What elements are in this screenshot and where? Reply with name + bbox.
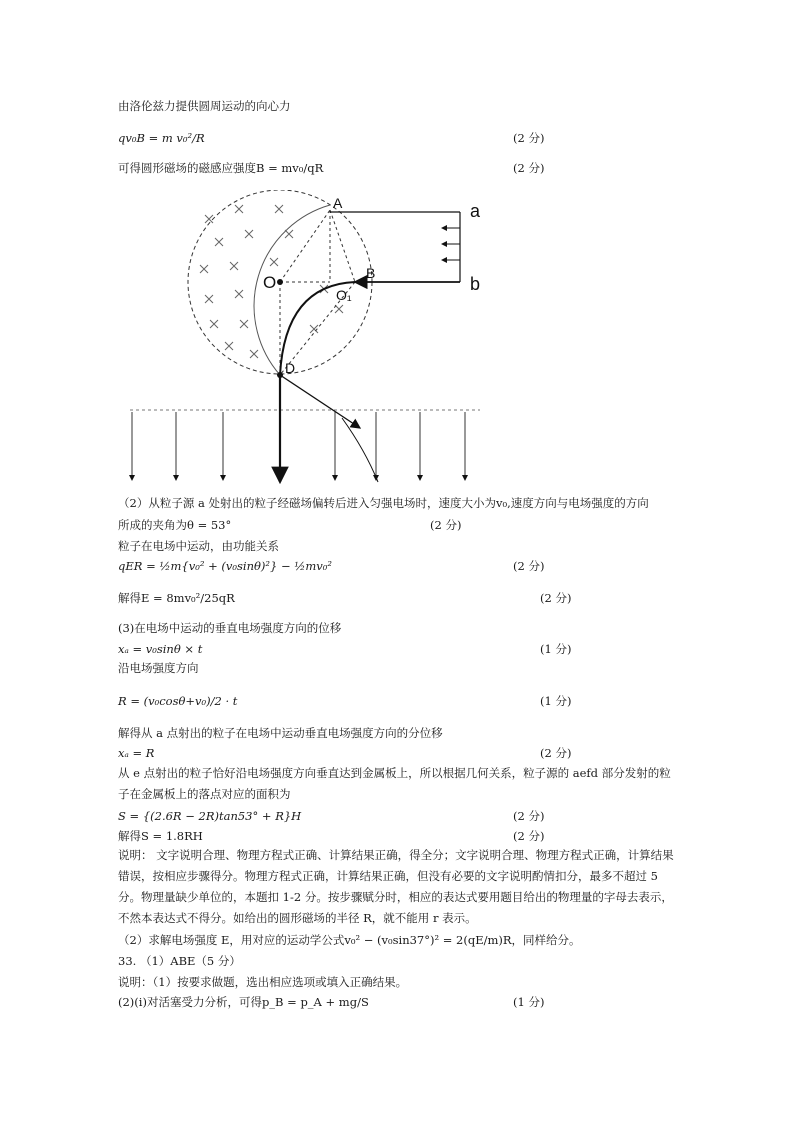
points-part2-angle: (2 分) bbox=[430, 518, 462, 532]
trajectory-figure bbox=[120, 190, 490, 490]
dashed-A-O1 bbox=[330, 210, 355, 282]
equation-lorentz: qv₀B = m v₀²/R bbox=[118, 131, 205, 145]
part3-eq3: xₐ = R bbox=[118, 746, 155, 760]
points-part3-eq2: (1 分) bbox=[540, 694, 572, 708]
label-D: D bbox=[285, 360, 296, 376]
points-part2-solution: (2 分) bbox=[540, 591, 572, 605]
scoring-note: 说明： 文字说明合理、物理方程式正确、计算结果正确，得全分；文字说明合理、物理方程式正确，计算结果错误，按相应步骤得分。物理方程式正确，计算结果正确，但没有必要的文字说明酌情扣分，最多不超过 5 分。物理量缺少单位的，本题扣 1-2 分。按步骤赋分时，相应的表达式要用题目给出的物理量的字母去表示，不然本表达式不得分。如给出的圆形磁场的半径 R，就不能用 r 表示。 bbox=[118, 848, 674, 925]
magnetic-field-result: 可得圆形磁场的磁感应强度B = mv₀/qR bbox=[118, 161, 324, 175]
part3-line3: 解得从 a 点射出的粒子在电场中运动垂直电场强度方向的分位移 bbox=[118, 726, 443, 740]
question-33: 33. （1）ABE（5 分） bbox=[118, 954, 241, 968]
label-O1: O₁ bbox=[336, 287, 352, 303]
part3-eq5: 解得S = 1.8RH bbox=[118, 829, 203, 843]
part3-line1: (3)在电场中运动的垂直电场强度方向的位移 bbox=[118, 621, 342, 635]
part2-energy-equation: qER = ½m{v₀² + (v₀sinθ)²} − ½mv₀² bbox=[118, 559, 333, 573]
part3-eq2: R = (v₀cosθ+v₀)/2 · t bbox=[118, 694, 238, 708]
points-part3-eq3: (2 分) bbox=[540, 746, 572, 760]
radius-OA bbox=[280, 210, 330, 282]
points-question-33-part2: (1 分) bbox=[513, 995, 545, 1009]
points-part2-energy: (2 分) bbox=[513, 559, 545, 573]
points-part3-eq1: (1 分) bbox=[540, 642, 572, 656]
part2-solution: 解得E = 8mv₀²/25qR bbox=[118, 591, 235, 605]
part2-line1: （2）从粒子源 a 处射出的粒子经磁场偏转后进入匀强电场时，速度大小为v₀,速度方向与电场强度的方向 bbox=[118, 496, 649, 510]
label-B: B bbox=[366, 265, 376, 281]
part2-line2: 所成的夹角为θ = 53° bbox=[118, 518, 232, 532]
label-b: b bbox=[470, 274, 481, 294]
points-lorentz: (2 分) bbox=[513, 131, 545, 145]
points-magnetic-field: (2 分) bbox=[513, 161, 545, 175]
question-33-part2: (2)(i)对活塞受力分析，可得p_B = p_A + mg/S bbox=[118, 995, 369, 1009]
scoring-note-2: （2）求解电场强度 E，用对应的运动学公式v₀² − (v₀sin37°)² = 2(qE/m)R，同样给分。 bbox=[118, 933, 581, 947]
velocity-arrow-D bbox=[280, 375, 360, 428]
label-O: O bbox=[263, 273, 277, 292]
points-part3-eq4: (2 分) bbox=[513, 809, 545, 823]
intro-text: 由洛伦兹力提供圆周运动的向心力 bbox=[118, 99, 291, 113]
point-O bbox=[277, 279, 283, 285]
points-part3-eq5: (2 分) bbox=[513, 829, 545, 843]
part3-eq1: xₐ = v₀sinθ × t bbox=[118, 642, 203, 656]
source-arrows bbox=[442, 228, 460, 260]
electric-field-arrow-icon bbox=[132, 412, 465, 480]
part3-line2: 沿电场强度方向 bbox=[118, 661, 199, 675]
part3-eq4: S = {(2.6R − 2R)tan53° + R}H bbox=[118, 809, 302, 823]
part2-line3: 粒子在电场中运动，由功能关系 bbox=[118, 539, 279, 553]
question-33-note: 说明：（1）按要求做题，选出相应选项或填入正确结果。 bbox=[118, 975, 408, 989]
part3-paragraph: 从 e 点射出的粒子恰好沿电场强度方向垂直达到金属板上，所以根据几何关系，粒子源的 aefd 部分发射的粒子在金属板上的落点对应的面积为 bbox=[118, 766, 671, 801]
label-a: a bbox=[470, 201, 481, 221]
label-A: A bbox=[333, 195, 343, 211]
